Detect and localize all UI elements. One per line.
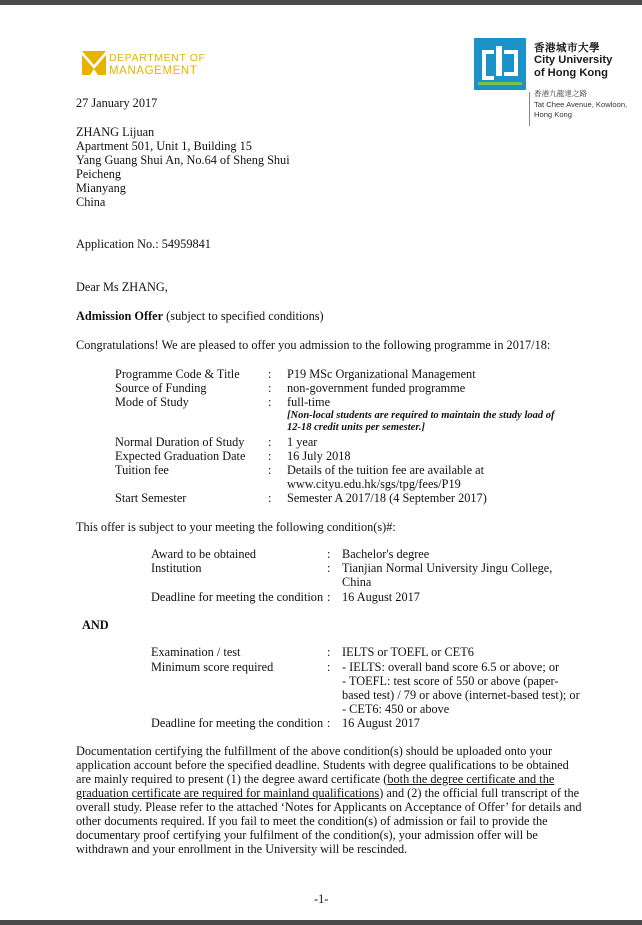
university-name-chinese: 香港城市大學 xyxy=(534,42,600,54)
condition-label: Minimum score required xyxy=(151,660,274,674)
colon: : xyxy=(327,561,331,575)
mode-note-line1: [Non-local students are required to maintain the study load of xyxy=(287,410,555,421)
university-name-en-line1: City University xyxy=(534,54,613,66)
condition-label: Deadline for meeting the condition xyxy=(151,590,324,604)
recipient-line: Apartment 501, Unit 1, Building 15 xyxy=(76,139,252,153)
colon: : xyxy=(327,645,331,659)
condition-label: Deadline for meeting the condition xyxy=(151,716,324,730)
subject-rest: (subject to specified conditions) xyxy=(163,309,324,323)
tuition-url: www.cityu.edu.hk/sgs/tpg/fees/P19 xyxy=(287,477,461,491)
colon: : xyxy=(327,660,331,674)
score-line: based test) / 79 or above (internet-based test); or xyxy=(342,688,580,702)
documentation-line xyxy=(76,772,554,786)
application-number: Application No.: 54959841 xyxy=(76,237,211,251)
conditions-intro: This offer is subject to your meeting the following condition(s)#: xyxy=(76,520,396,534)
condition-value: Bachelor's degree xyxy=(342,547,430,561)
condition-value: 16 August 2017 xyxy=(342,590,420,604)
programme-value: non-government funded programme xyxy=(287,381,466,395)
condition-value: IELTS or TOEFL or CET6 xyxy=(342,645,474,659)
department-name-line2: MANAGEMENT xyxy=(109,65,198,77)
letter-date: 27 January 2017 xyxy=(76,96,158,110)
mode-note-line2: 12-18 credit units per semester.] xyxy=(287,422,425,433)
documentation-text: ) and (2) the official full transcript of the xyxy=(379,786,580,800)
university-name-en-line2: of Hong Kong xyxy=(534,67,608,79)
programme-value: 1 year xyxy=(287,435,318,449)
colon: : xyxy=(327,590,331,604)
condition-label: Institution xyxy=(151,561,202,575)
documentation-line: withdrawn and your enrollment in the University will be rescinded. xyxy=(76,842,408,856)
colon: : xyxy=(327,547,331,561)
documentation-underlined: both the degree certificate and the xyxy=(387,772,555,786)
programme-label: Source of Funding xyxy=(115,381,207,395)
score-line: - TOEFL: test score of 550 or above (paper- xyxy=(342,674,559,688)
address-en-line2: Hong Kong xyxy=(534,110,572,119)
programme-value: full-time xyxy=(287,395,331,409)
programme-value: P19 MSc Organizational Management xyxy=(287,367,476,381)
address-chinese: 香港九龍達之路 xyxy=(534,89,588,98)
page-number: -1- xyxy=(314,892,329,906)
condition-label: Award to be obtained xyxy=(151,547,257,561)
header-divider xyxy=(529,92,530,126)
recipient-line: Peicheng xyxy=(76,167,122,181)
documentation-line: other documents required. If you fail to meet the condition(s) of admission or fail to provide the xyxy=(76,814,548,828)
documentation-underlined: graduation certificate are required for mainland qualifications xyxy=(76,786,380,800)
top-border xyxy=(0,0,642,5)
salutation: Dear Ms ZHANG, xyxy=(76,280,168,294)
recipient-line: China xyxy=(76,195,106,209)
condition-value: 16 August 2017 xyxy=(342,716,420,730)
documentation-text: are mainly required to present (1) the degree award certificate ( xyxy=(76,772,388,786)
documentation-line: overall study. Please refer to the attached ‘Notes for Applicants on Acceptance of Offer’ for details and xyxy=(76,800,582,814)
programme-label: Programme Code & Title xyxy=(115,367,240,381)
recipient-line: ZHANG Lijuan xyxy=(76,125,155,139)
address-en-line1: Tat Chee Avenue, Kowloon, xyxy=(534,100,628,109)
condition-label: Examination / test xyxy=(151,645,241,659)
programme-label: Start Semester xyxy=(115,491,187,505)
recipient-line: Yang Guang Shui An, No.64 of Sheng Shui xyxy=(76,153,290,167)
intro-text: Congratulations! We are pleased to offer you admission to the following programme in 2017/18: xyxy=(76,338,551,352)
and-label: AND xyxy=(82,618,109,632)
condition-value: - IELTS: overall band score 6.5 or above; or xyxy=(342,660,560,674)
department-logo-mark-icon xyxy=(82,51,106,75)
documentation-line: application account before the specified deadline. Students with degree qualifications to be obtained xyxy=(76,758,569,772)
score-line: - CET6: 450 or above xyxy=(342,702,450,716)
colon: : xyxy=(268,381,272,395)
colon: : xyxy=(327,716,331,730)
colon: : xyxy=(268,463,272,477)
programme-label: Normal Duration of Study xyxy=(115,435,245,449)
documentation-line xyxy=(76,786,579,800)
recipient-line: Mianyang xyxy=(76,181,126,195)
bottom-border xyxy=(0,920,642,925)
documentation-line: documentary proof certifying your fulfilment of the condition(s), your admission offer will be xyxy=(76,828,538,842)
institution-line2: China xyxy=(342,575,372,589)
programme-label: Mode of Study xyxy=(115,395,189,409)
cityu-logo-icon xyxy=(474,38,526,90)
colon: : xyxy=(268,395,272,409)
subject-line xyxy=(76,309,324,323)
documentation-line: Documentation certifying the fulfillment of the above condition(s) should be uploaded onto your xyxy=(76,744,553,758)
programme-label: Tuition fee xyxy=(115,463,169,477)
colon: : xyxy=(268,435,272,449)
colon: : xyxy=(268,449,272,463)
condition-value: Tianjian Normal University Jingu College, xyxy=(342,561,553,575)
colon: : xyxy=(268,367,272,381)
programme-value: 16 July 2018 xyxy=(287,449,351,463)
subject-bold: Admission Offer xyxy=(76,309,164,323)
programme-label: Expected Graduation Date xyxy=(115,449,246,463)
department-name-line1: DEPARTMENT OF xyxy=(109,52,206,64)
colon: : xyxy=(268,491,272,505)
programme-value: Semester A 2017/18 (4 September 2017) xyxy=(287,491,487,505)
programme-value: Details of the tuition fee are available at xyxy=(287,463,485,477)
